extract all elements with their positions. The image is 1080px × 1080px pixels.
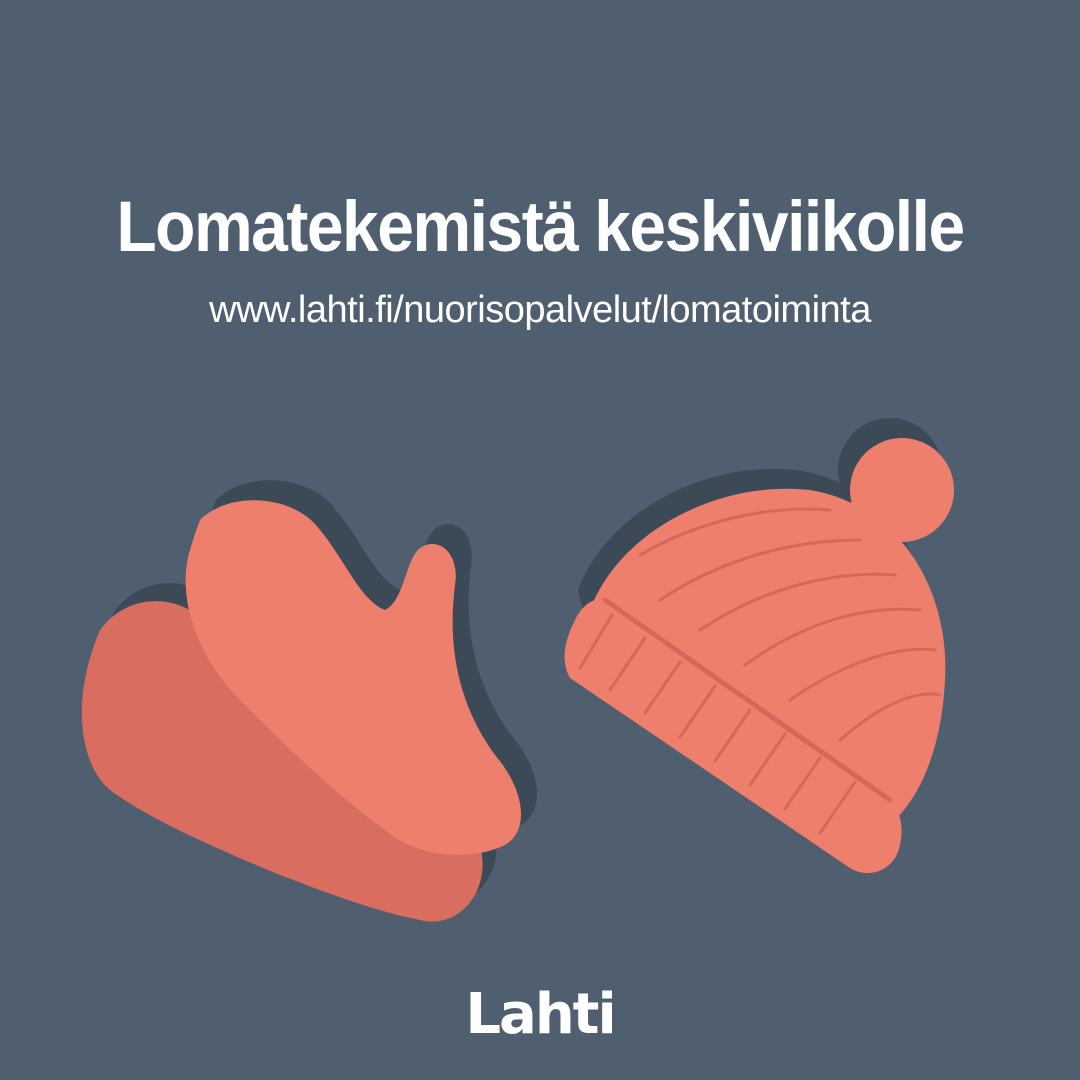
mittens-icon: [82, 480, 537, 921]
beanie-hat-icon: [565, 418, 954, 873]
lahti-logo: Lahti: [465, 982, 615, 1047]
website-url: www.lahti.fi/nuorisopalvelut/lomatoiminta: [209, 289, 871, 331]
page-title: Lomatekemistä keskiviikolle: [116, 186, 964, 266]
